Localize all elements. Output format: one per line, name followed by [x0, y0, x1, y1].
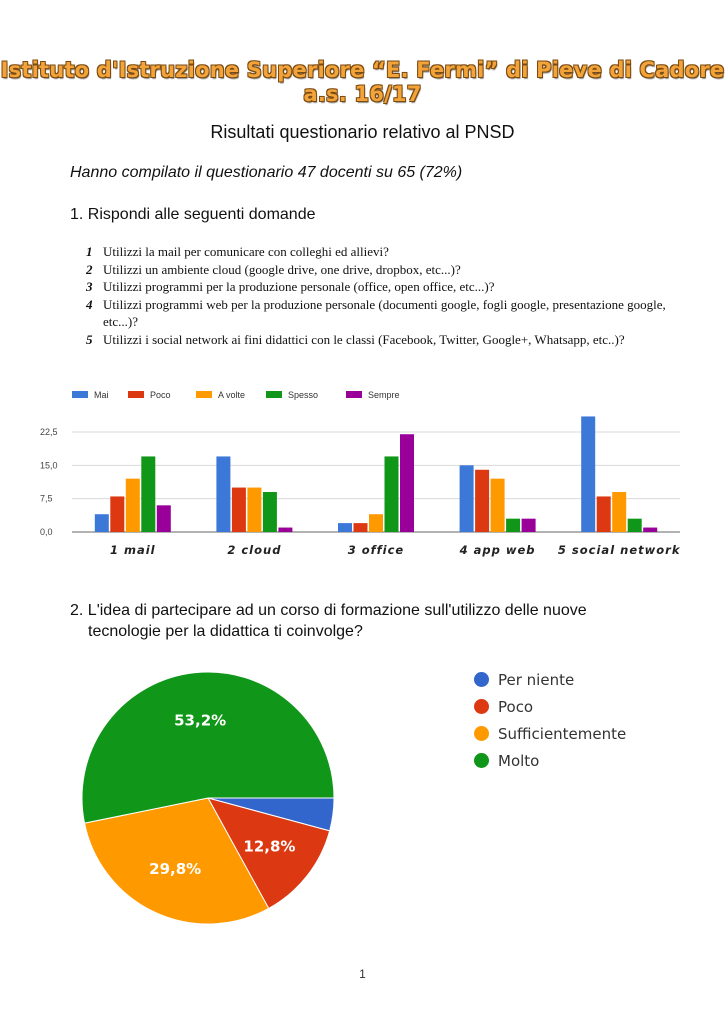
bar-mai	[460, 465, 474, 532]
question-number: 4	[86, 296, 93, 312]
legend-label: Poco	[498, 697, 534, 716]
x-tick-label: 2 cloud	[227, 543, 282, 557]
question-text: Utilizzi la mail per comunicare con colleghi ed allievi?	[103, 244, 389, 259]
page-title: Risultati questionario relativo al PNSD	[210, 122, 515, 142]
question-1-heading: 1. Rispondi alle seguenti domande	[70, 206, 316, 223]
question-text: Utilizzi i social network ai fini didattici con le classi (Facebook, Twitter, Google+, Whatsapp, etc..)?	[103, 331, 625, 347]
bar-sempre	[278, 528, 292, 532]
question-number: 1	[86, 244, 93, 259]
pie-chart	[80, 672, 340, 932]
pie-legend-item	[474, 720, 626, 747]
pie-data-label: 53,2%	[174, 711, 227, 730]
legend-label: Sufficientemente	[498, 724, 627, 743]
pie-legend-item	[474, 747, 626, 774]
legend-swatch-a-volte	[196, 391, 212, 398]
bar-poco	[475, 470, 489, 532]
x-tick-label: 5 social network	[557, 543, 681, 557]
question-text: Utilizzi programmi per la produzione personale (office, open office, etc...)?	[103, 279, 495, 294]
question-text: Utilizzi un ambiente cloud (google drive, one drive, dropbox, etc...)?	[103, 261, 461, 277]
pie-legend	[474, 666, 626, 774]
legend-swatch	[474, 699, 489, 714]
legend-label: Spesso	[288, 390, 319, 400]
bar-mai	[95, 514, 109, 532]
bar-a-volte	[491, 479, 505, 532]
y-tick-label: 0,0	[40, 527, 53, 537]
question-item	[86, 331, 686, 349]
legend-swatch	[474, 672, 489, 687]
bar-sempre	[643, 528, 657, 532]
legend-label: Mai	[94, 390, 109, 400]
x-tick-label: 4 app web	[459, 543, 536, 557]
legend-label: Per niente	[498, 670, 575, 689]
question-number: 2	[86, 261, 93, 277]
question-item	[86, 243, 686, 261]
legend-swatch-sempre	[346, 391, 362, 398]
bar-mai	[581, 416, 595, 532]
legend-label: A volte	[218, 390, 246, 400]
respondents-summary: Hanno compilato il questionario 47 docenti su 65 (72%)	[70, 164, 463, 181]
bar-a-volte	[247, 488, 261, 532]
pie-data-label: 29,8%	[149, 859, 202, 878]
legend-swatch	[474, 753, 489, 768]
bar-poco	[232, 488, 246, 532]
pie-data-label: 12,8%	[243, 837, 296, 856]
question-item	[86, 296, 686, 331]
bar-mai	[338, 523, 352, 532]
bar-spesso	[263, 492, 277, 532]
bar-a-volte	[369, 514, 383, 532]
question-number: 5	[86, 331, 93, 347]
question-2-line-1: 2. L'idea di partecipare ad un corso di formazione sull'utilizzo delle nuove	[70, 602, 587, 619]
question-2-line-2: tecnologie per la didattica ti coinvolge?	[88, 623, 363, 640]
legend-label: Poco	[150, 390, 171, 400]
bar-spesso	[385, 456, 399, 532]
bar-sempre	[522, 519, 536, 532]
bar-poco	[354, 523, 368, 532]
question-2-heading	[70, 600, 670, 642]
pie-legend-item	[474, 666, 626, 693]
bar-chart	[40, 382, 690, 567]
y-tick-label: 15,0	[40, 460, 58, 471]
bar-a-volte	[126, 479, 140, 532]
legend-label: Molto	[498, 751, 540, 770]
legend-label: Sempre	[368, 390, 400, 400]
legend-swatch-mai	[72, 391, 88, 398]
legend-swatch-poco	[128, 391, 144, 398]
question-item	[86, 261, 686, 279]
question-number: 3	[86, 279, 93, 294]
bar-poco	[597, 496, 611, 532]
institute-header: Istituto d'Istruzione Superiore “E. Fermi” di Pieve di Cadore a.s. 16/17	[0, 58, 725, 106]
bar-sempre	[157, 505, 171, 532]
y-tick-label: 22,5	[40, 427, 58, 437]
pie-legend-item	[474, 693, 626, 720]
question-text: Utilizzi programmi web per la produzione personale (documenti google, fogli google, presentazione google, etc...)?	[103, 296, 666, 329]
y-tick-label: 7,5	[40, 493, 53, 504]
page-number: 1	[359, 967, 366, 981]
bar-spesso	[506, 519, 520, 532]
legend-swatch	[474, 726, 489, 741]
x-tick-label: 3 office	[347, 543, 405, 557]
bar-sempre	[400, 434, 414, 532]
bar-mai	[216, 456, 230, 532]
bar-a-volte	[612, 492, 626, 532]
legend-swatch-spesso	[266, 391, 282, 398]
bar-spesso	[628, 519, 642, 532]
x-tick-label: 1 mail	[109, 543, 156, 557]
bar-spesso	[141, 456, 155, 532]
question-item	[86, 278, 686, 296]
question-list	[86, 243, 686, 348]
bar-poco	[110, 496, 124, 532]
